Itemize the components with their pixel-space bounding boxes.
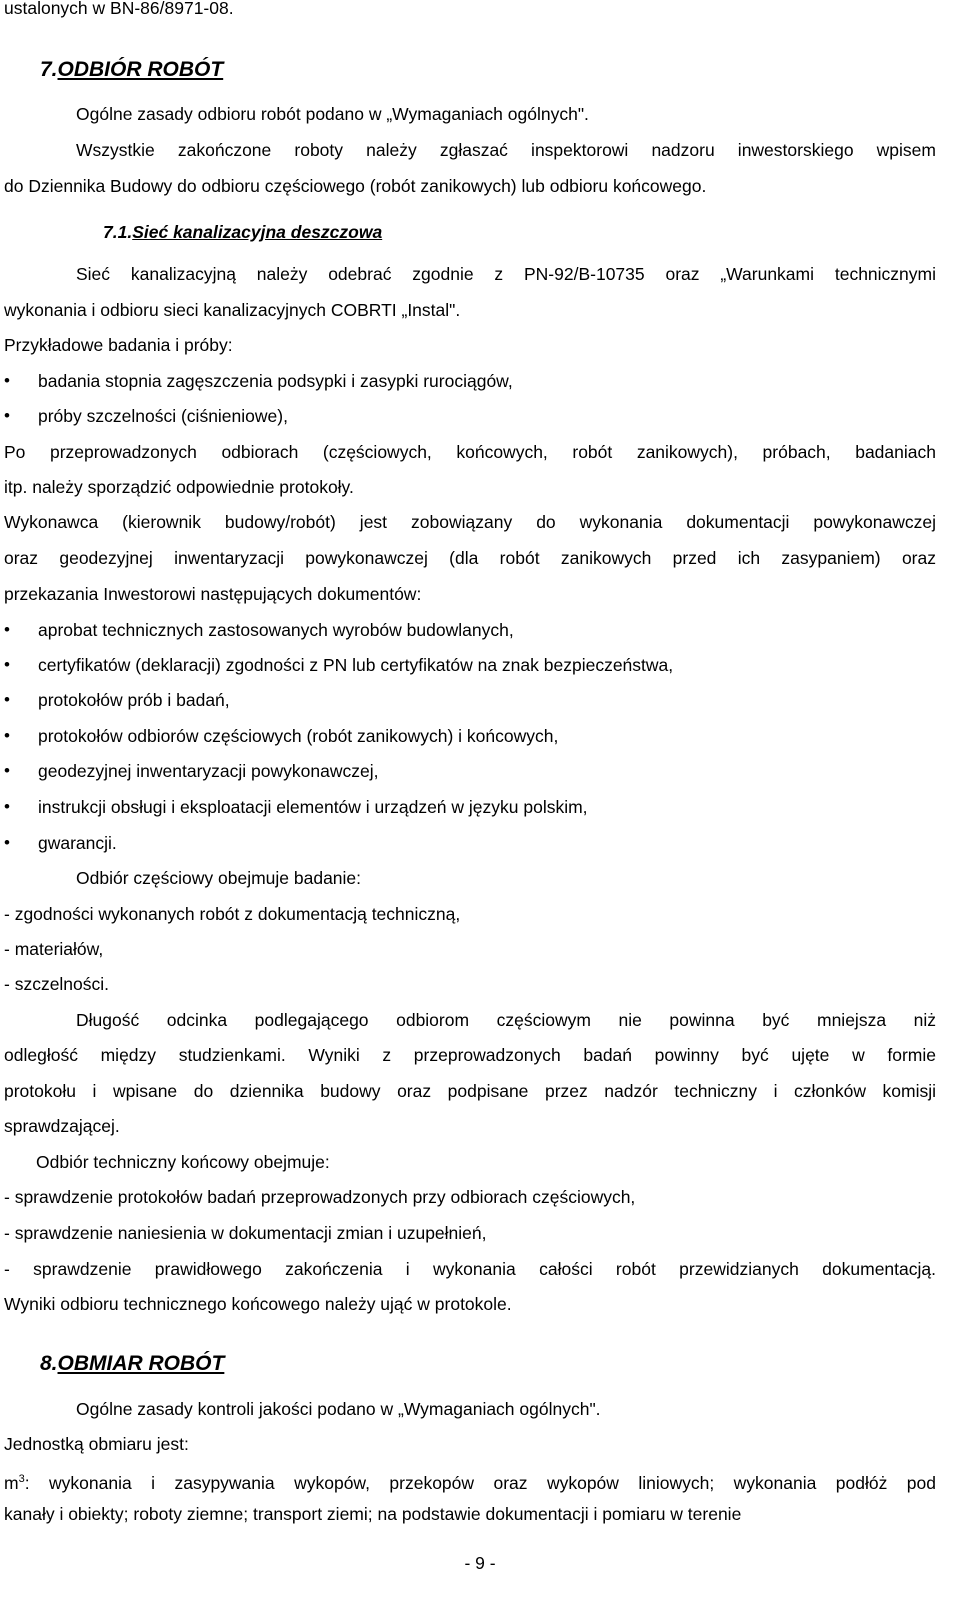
section-7-heading [40, 57, 223, 83]
document-item: instrukcji obsługi i eksploatacji elementów i urządzeń w języku polskim, [38, 797, 588, 817]
document-item: protokołów prób i badań, [38, 690, 230, 710]
bullet-icon: • [4, 406, 10, 425]
segment-length-line-4: sprawdzającej. [4, 1116, 120, 1136]
page-number: - 9 - [464, 1553, 496, 1573]
measurement-unit-line-1 [4, 1468, 936, 1494]
unit-line-1-text: : wykonania i zasypywania wykopów, przekopów oraz wykopów liniowych; wykonania podłóż pod [24, 1473, 936, 1493]
document-item: gwarancji. [38, 833, 117, 853]
segment-length-line-1: Długość odcinka podlegającego odbiorom częściowym nie powinna być mniejsza niż [76, 1010, 936, 1030]
contractor-line-1: Wykonawca (kierownik budowy/robót) jest zobowiązany do wykonania dokumentacji powykonawczej [4, 512, 936, 532]
measurement-unit-intro: Jednostką obmiaru jest: [4, 1434, 189, 1454]
section-7-1-heading [103, 221, 382, 243]
after-acceptance-line-2: itp. należy sporządzić odpowiednie protokoły. [4, 477, 354, 497]
section-8-heading [40, 1351, 224, 1377]
bullet-icon: • [4, 833, 10, 852]
partial-acceptance-item: - szczelności. [4, 974, 110, 994]
unit-exponent: 3 [18, 1473, 25, 1485]
bullet-icon: • [4, 655, 10, 674]
final-acceptance-item: - sprawdzenie protokołów badań przeprowadzonych przy odbiorach częściowych, [4, 1187, 636, 1207]
final-acceptance-result: Wyniki odbioru technicznego końcowego należy ująć w protokole. [4, 1294, 512, 1314]
partial-acceptance-item: - zgodności wykonanych robót z dokumentacją techniczną, [4, 904, 461, 924]
section-8-title: OBMIAR ROBÓT [57, 1352, 225, 1375]
document-item: protokołów odbiorów częściowych (robót zanikowych) i końcowych, [38, 726, 559, 746]
document-item: geodezyjnej inwentaryzacji powykonawczej, [38, 761, 379, 781]
top-fragment-text: ustalonych w BN-86/8971-08. [4, 0, 234, 18]
final-acceptance-item: - sprawdzenie naniesienia w dokumentacji zmian i uzupełnień, [4, 1223, 487, 1243]
bullet-icon: • [4, 690, 10, 709]
final-acceptance-item: - sprawdzenie prawidłowego zakończenia i wykonania całości robót przewidzianych dokumentacją. [4, 1259, 936, 1279]
after-acceptance-line-1: Po przeprowadzonych odbiorach (częściowych, końcowych, robót zanikowych), próbach, badaniach [4, 442, 936, 462]
bullet-icon: • [4, 726, 10, 745]
document-item: aprobat technicznych zastosowanych wyrobów budowlanych, [38, 620, 514, 640]
document-item: certyfikatów (deklaracji) zgodności z PN lub certyfikatów na znak bezpieczeństwa, [38, 655, 674, 675]
segment-length-line-3: protokołu i wpisane do dziennika budowy oraz podpisane przez nadzór techniczny i członków komisji [4, 1081, 936, 1101]
test-item: próby szczelności (ciśnieniowe), [38, 406, 288, 426]
bullet-icon: • [4, 761, 10, 780]
section-7-paragraph-2-line-2: do Dziennika Budowy do odbioru częściowego (robót zanikowych) lub odbioru końcowego. [4, 176, 707, 196]
partial-acceptance-item: - materiałów, [4, 939, 104, 959]
section-7-paragraph-1: Ogólne zasady odbioru robót podano w „Wymaganiach ogólnych". [76, 104, 589, 124]
section-7-title: ODBIÓR ROBÓT [57, 58, 224, 81]
bullet-icon: • [4, 620, 10, 639]
section-7-number: 7. [40, 58, 58, 81]
contractor-line-3: przekazania Inwestorowi następujących dokumentów: [4, 584, 422, 604]
sewer-acceptance-line-2: wykonania i odbioru sieci kanalizacyjnych COBRTI „Instal". [4, 300, 461, 320]
bullet-icon: • [4, 371, 10, 390]
partial-acceptance-intro: Odbiór częściowy obejmuje badanie: [76, 868, 362, 888]
section-8-number: 8. [40, 1352, 58, 1375]
measurement-unit-line-2: kanały i obiekty; roboty ziemne; transport ziemi; na podstawie dokumentacji i pomiaru w terenie [4, 1504, 742, 1524]
contractor-line-2: oraz geodezyjnej inwentaryzacji powykonawczej (dla robót zanikowych przed ich zasypaniem) oraz [4, 548, 936, 568]
section-7-1-number: 7.1. [103, 222, 133, 242]
tests-intro: Przykładowe badania i próby: [4, 335, 233, 355]
bullet-icon: • [4, 797, 10, 816]
section-7-paragraph-2-line-1: Wszystkie zakończone roboty należy zgłaszać inspektorowi nadzoru inwestorskiego wpisem [76, 140, 936, 160]
segment-length-line-2: odległość między studzienkami. Wyniki z przeprowadzonych badań powinny być ujęte w formie [4, 1045, 936, 1065]
unit-symbol: m [4, 1473, 19, 1493]
section-7-1-title: Sieć kanalizacyjna deszczowa [132, 222, 383, 242]
final-acceptance-intro: Odbiór techniczny końcowy obejmuje: [36, 1152, 330, 1172]
test-item: badania stopnia zagęszczenia podsypki i zasypki rurociągów, [38, 371, 513, 391]
sewer-acceptance-line-1: Sieć kanalizacyjną należy odebrać zgodnie z PN-92/B-10735 oraz „Warunkami technicznymi [76, 264, 936, 284]
section-8-paragraph-1: Ogólne zasady kontroli jakości podano w „Wymaganiach ogólnych". [76, 1399, 601, 1419]
